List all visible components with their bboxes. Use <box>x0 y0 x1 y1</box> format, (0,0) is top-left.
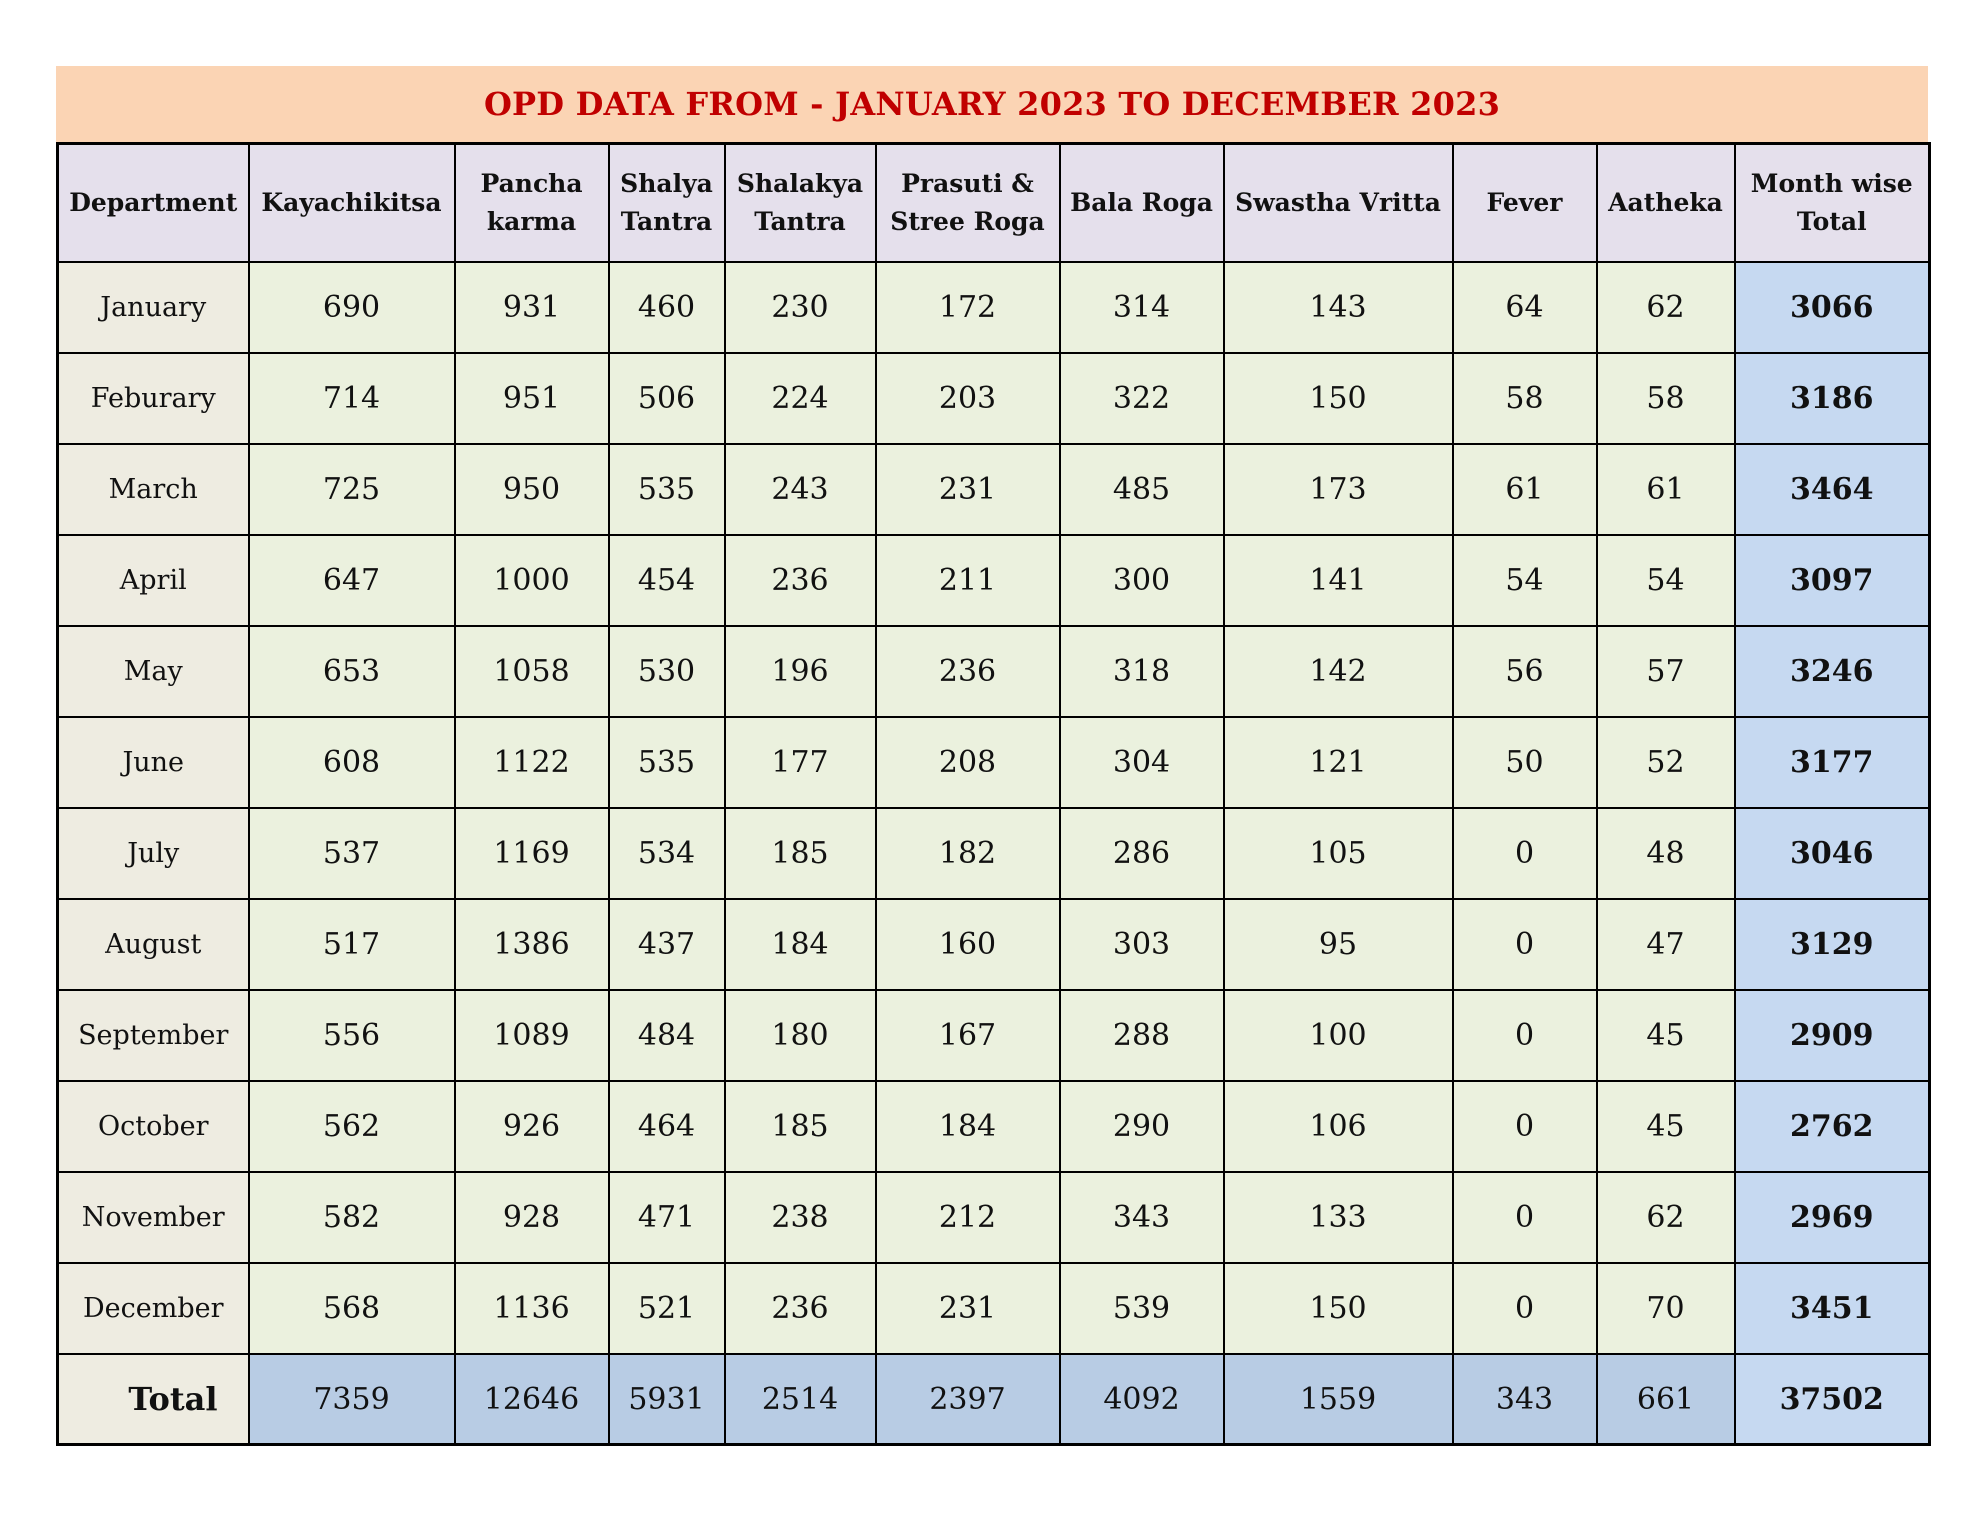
table-row <box>58 353 1930 444</box>
data-cell: 517 <box>249 899 455 990</box>
data-cell: 54 <box>1453 535 1597 626</box>
data-cell: 288 <box>1060 990 1224 1081</box>
table-row <box>58 444 1930 535</box>
month-total-cell: 3129 <box>1735 899 1930 990</box>
month-total-cell: 2762 <box>1735 1081 1930 1172</box>
month-cell: January <box>58 262 249 353</box>
data-cell: 1169 <box>455 808 609 899</box>
data-cell: 141 <box>1224 535 1453 626</box>
data-cell: 0 <box>1453 899 1597 990</box>
data-cell: 150 <box>1224 1263 1453 1354</box>
data-cell: 203 <box>876 353 1060 444</box>
data-cell: 608 <box>249 717 455 808</box>
column-header: Swastha Vritta <box>1224 144 1453 263</box>
opd-table-container <box>56 66 1928 1446</box>
data-cell: 653 <box>249 626 455 717</box>
column-total-cell: 2514 <box>725 1354 876 1445</box>
month-cell: March <box>58 444 249 535</box>
column-header: Month wise Total <box>1735 144 1930 263</box>
data-cell: 106 <box>1224 1081 1453 1172</box>
data-cell: 52 <box>1597 717 1735 808</box>
table-body <box>58 262 1930 1445</box>
column-total-cell: 12646 <box>455 1354 609 1445</box>
data-cell: 286 <box>1060 808 1224 899</box>
data-cell: 143 <box>1224 262 1453 353</box>
data-cell: 534 <box>609 808 725 899</box>
data-cell: 0 <box>1453 1081 1597 1172</box>
data-cell: 0 <box>1453 1172 1597 1263</box>
data-cell: 230 <box>725 262 876 353</box>
data-cell: 62 <box>1597 262 1735 353</box>
data-cell: 951 <box>455 353 609 444</box>
column-header: Kayachikitsa <box>249 144 455 263</box>
data-cell: 180 <box>725 990 876 1081</box>
data-cell: 61 <box>1597 444 1735 535</box>
month-cell: September <box>58 990 249 1081</box>
data-cell: 1089 <box>455 990 609 1081</box>
data-cell: 1000 <box>455 535 609 626</box>
data-cell: 714 <box>249 353 455 444</box>
column-header: Department <box>58 144 249 263</box>
data-cell: 485 <box>1060 444 1224 535</box>
month-total-cell: 3186 <box>1735 353 1930 444</box>
table-title: OPD DATA FROM - JANUARY 2023 TO DECEMBER 2023 <box>56 66 1928 142</box>
data-cell: 0 <box>1453 808 1597 899</box>
data-cell: 167 <box>876 990 1060 1081</box>
data-cell: 185 <box>725 1081 876 1172</box>
month-total-cell: 3177 <box>1735 717 1930 808</box>
data-cell: 1136 <box>455 1263 609 1354</box>
data-cell: 121 <box>1224 717 1453 808</box>
table-row <box>58 808 1930 899</box>
data-cell: 236 <box>876 626 1060 717</box>
data-cell: 105 <box>1224 808 1453 899</box>
column-total-cell: 661 <box>1597 1354 1735 1445</box>
table-row <box>58 535 1930 626</box>
table-row <box>58 626 1930 717</box>
data-cell: 243 <box>725 444 876 535</box>
opd-data-table <box>56 142 1931 1446</box>
data-cell: 471 <box>609 1172 725 1263</box>
data-cell: 45 <box>1597 1081 1735 1172</box>
data-cell: 506 <box>609 353 725 444</box>
data-cell: 58 <box>1453 353 1597 444</box>
data-cell: 562 <box>249 1081 455 1172</box>
column-header: Prasuti & Stree Roga <box>876 144 1060 263</box>
month-total-cell: 3097 <box>1735 535 1930 626</box>
data-cell: 177 <box>725 717 876 808</box>
column-header: Fever <box>1453 144 1597 263</box>
column-header: Bala Roga <box>1060 144 1224 263</box>
data-cell: 58 <box>1597 353 1735 444</box>
data-cell: 725 <box>249 444 455 535</box>
data-cell: 64 <box>1453 262 1597 353</box>
table-row <box>58 1172 1930 1263</box>
data-cell: 454 <box>609 535 725 626</box>
data-cell: 318 <box>1060 626 1224 717</box>
data-cell: 484 <box>609 990 725 1081</box>
data-cell: 231 <box>876 1263 1060 1354</box>
column-total-cell: 5931 <box>609 1354 725 1445</box>
data-cell: 582 <box>249 1172 455 1263</box>
data-cell: 172 <box>876 262 1060 353</box>
column-header: Shalakya Tantra <box>725 144 876 263</box>
data-cell: 54 <box>1597 535 1735 626</box>
table-row <box>58 717 1930 808</box>
month-cell: June <box>58 717 249 808</box>
data-cell: 184 <box>876 1081 1060 1172</box>
month-total-cell: 3246 <box>1735 626 1930 717</box>
month-cell: Feburary <box>58 353 249 444</box>
month-cell: December <box>58 1263 249 1354</box>
month-total-cell: 2969 <box>1735 1172 1930 1263</box>
data-cell: 931 <box>455 262 609 353</box>
data-cell: 0 <box>1453 990 1597 1081</box>
data-cell: 535 <box>609 717 725 808</box>
data-cell: 47 <box>1597 899 1735 990</box>
data-cell: 61 <box>1453 444 1597 535</box>
grand-total-cell: 37502 <box>1735 1354 1930 1445</box>
data-cell: 150 <box>1224 353 1453 444</box>
column-total-cell: 7359 <box>249 1354 455 1445</box>
data-cell: 556 <box>249 990 455 1081</box>
header-row <box>58 144 1930 263</box>
data-cell: 160 <box>876 899 1060 990</box>
total-row <box>58 1354 1930 1445</box>
data-cell: 1386 <box>455 899 609 990</box>
data-cell: 460 <box>609 262 725 353</box>
data-cell: 100 <box>1224 990 1453 1081</box>
data-cell: 185 <box>725 808 876 899</box>
data-cell: 521 <box>609 1263 725 1354</box>
data-cell: 236 <box>725 1263 876 1354</box>
table-row <box>58 990 1930 1081</box>
data-cell: 1058 <box>455 626 609 717</box>
data-cell: 568 <box>249 1263 455 1354</box>
month-total-cell: 3464 <box>1735 444 1930 535</box>
data-cell: 48 <box>1597 808 1735 899</box>
table-row <box>58 262 1930 353</box>
data-cell: 95 <box>1224 899 1453 990</box>
month-cell: August <box>58 899 249 990</box>
data-cell: 236 <box>725 535 876 626</box>
month-total-cell: 3046 <box>1735 808 1930 899</box>
data-cell: 437 <box>609 899 725 990</box>
data-cell: 314 <box>1060 262 1224 353</box>
data-cell: 647 <box>249 535 455 626</box>
data-cell: 537 <box>249 808 455 899</box>
table-row <box>58 1263 1930 1354</box>
data-cell: 928 <box>455 1172 609 1263</box>
table-row <box>58 1081 1930 1172</box>
column-header: Pancha karma <box>455 144 609 263</box>
month-cell: November <box>58 1172 249 1263</box>
month-total-cell: 3066 <box>1735 262 1930 353</box>
data-cell: 212 <box>876 1172 1060 1263</box>
data-cell: 211 <box>876 535 1060 626</box>
data-cell: 70 <box>1597 1263 1735 1354</box>
data-cell: 45 <box>1597 990 1735 1081</box>
data-cell: 690 <box>249 262 455 353</box>
month-total-cell: 3451 <box>1735 1263 1930 1354</box>
column-total-cell: 4092 <box>1060 1354 1224 1445</box>
data-cell: 224 <box>725 353 876 444</box>
month-cell: October <box>58 1081 249 1172</box>
data-cell: 304 <box>1060 717 1224 808</box>
data-cell: 1122 <box>455 717 609 808</box>
data-cell: 133 <box>1224 1172 1453 1263</box>
data-cell: 184 <box>725 899 876 990</box>
data-cell: 290 <box>1060 1081 1224 1172</box>
data-cell: 300 <box>1060 535 1224 626</box>
data-cell: 464 <box>609 1081 725 1172</box>
data-cell: 57 <box>1597 626 1735 717</box>
data-cell: 343 <box>1060 1172 1224 1263</box>
column-total-cell: 343 <box>1453 1354 1597 1445</box>
data-cell: 926 <box>455 1081 609 1172</box>
data-cell: 231 <box>876 444 1060 535</box>
data-cell: 56 <box>1453 626 1597 717</box>
total-label: Total <box>58 1354 249 1445</box>
data-cell: 539 <box>1060 1263 1224 1354</box>
data-cell: 196 <box>725 626 876 717</box>
data-cell: 0 <box>1453 1263 1597 1354</box>
data-cell: 238 <box>725 1172 876 1263</box>
column-total-cell: 1559 <box>1224 1354 1453 1445</box>
month-cell: April <box>58 535 249 626</box>
data-cell: 182 <box>876 808 1060 899</box>
data-cell: 322 <box>1060 353 1224 444</box>
month-cell: May <box>58 626 249 717</box>
data-cell: 62 <box>1597 1172 1735 1263</box>
column-header: Shalya Tantra <box>609 144 725 263</box>
data-cell: 535 <box>609 444 725 535</box>
column-total-cell: 2397 <box>876 1354 1060 1445</box>
table-row <box>58 899 1930 990</box>
data-cell: 50 <box>1453 717 1597 808</box>
data-cell: 303 <box>1060 899 1224 990</box>
data-cell: 208 <box>876 717 1060 808</box>
data-cell: 173 <box>1224 444 1453 535</box>
column-header: Aatheka <box>1597 144 1735 263</box>
month-total-cell: 2909 <box>1735 990 1930 1081</box>
data-cell: 950 <box>455 444 609 535</box>
data-cell: 142 <box>1224 626 1453 717</box>
data-cell: 530 <box>609 626 725 717</box>
month-cell: July <box>58 808 249 899</box>
